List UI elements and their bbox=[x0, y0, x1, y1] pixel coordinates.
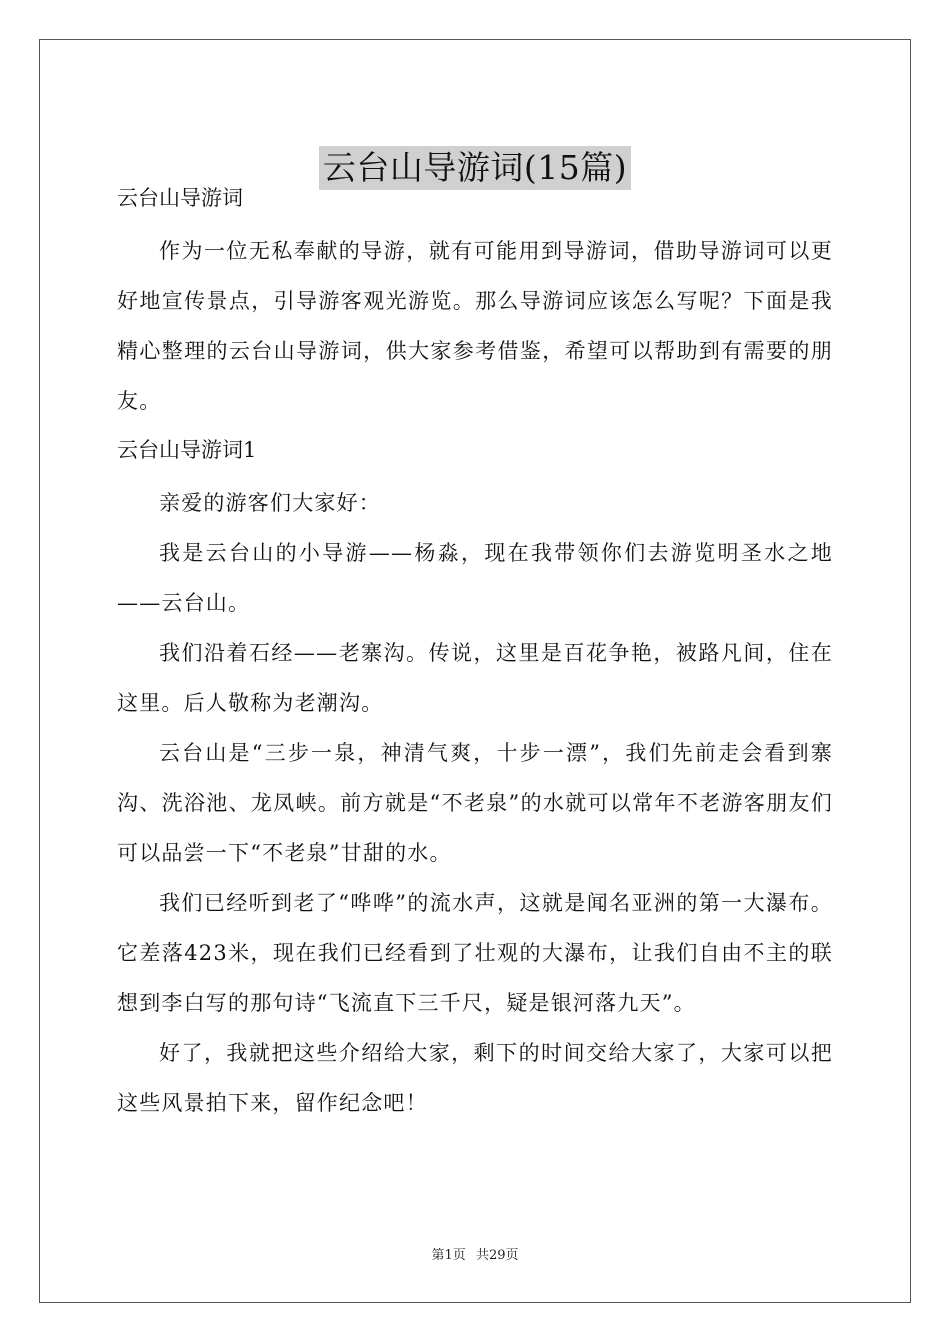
intro-paragraph: 作为一位无私奉献的导游，就有可能用到导游词，借助导游词可以更好地宣传景点，引导游客观光游览。那么导游词应该怎么写呢？下面是我精心整理的云台山导游词，供大家参考借鉴，希望可以帮助到有需要的朋友。 bbox=[117, 239, 833, 413]
document-title: 云台山导游词(15篇) bbox=[319, 146, 631, 190]
document-body bbox=[117, 176, 833, 1128]
paragraph-spring: 云台山是“三步一泉，神清气爽，十步一漂”，我们先前走会看到寨沟、洗浴池、龙凤峡。前方就是“不老泉”的水就可以常年不老游客朋友们可以品尝一下“不老泉”甘甜的水。 bbox=[117, 741, 833, 865]
intro-heading: 云台山导游词 bbox=[117, 186, 243, 210]
page-total: 共29页 bbox=[475, 1248, 519, 1263]
paragraph-waterfall: 我们已经听到老了“哗哗”的流水声，这就是闻名亚洲的第一大瀑布。它差落423米，现在我们已经看到了壮观的大瀑布，让我们自由不主的联想到李白写的那句诗“飞流直下三千尺，疑是银河落九天”。 bbox=[117, 891, 833, 1015]
paragraph-closing: 好了，我就把这些介绍给大家，剩下的时间交给大家了，大家可以把这些风景拍下来，留作纪念吧！ bbox=[117, 1041, 833, 1115]
paragraph-guide-intro: 我是云台山的小导游——杨淼，现在我带领你们去游览明圣水之地——云台山。 bbox=[117, 541, 833, 615]
section-heading: 云台山导游词1 bbox=[117, 438, 257, 462]
page-footer bbox=[0, 1244, 950, 1263]
paragraph-laozhaigou: 我们沿着石经——老寨沟。传说，这里是百花争艳，被路凡间，住在这里。后人敬称为老潮沟。 bbox=[117, 641, 833, 715]
page-number: 第1页 bbox=[431, 1248, 466, 1263]
paragraph-greeting: 亲爱的游客们大家好： bbox=[159, 491, 381, 515]
